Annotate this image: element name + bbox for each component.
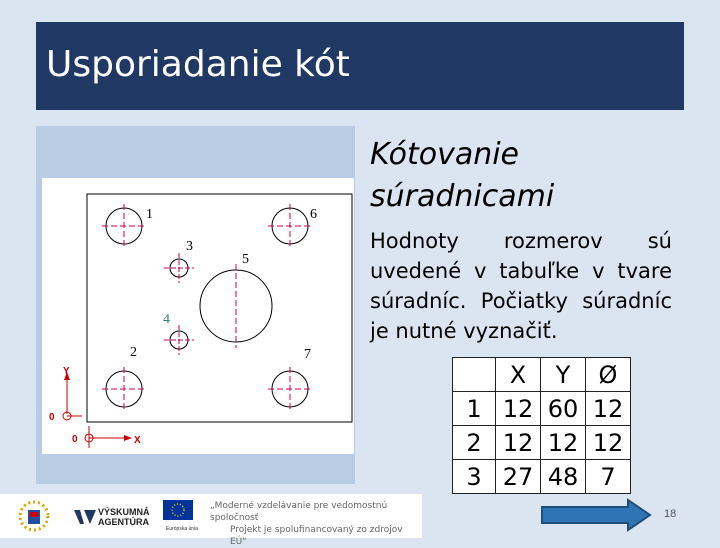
right-arrow-icon <box>540 498 652 532</box>
hole-label-3: 3 <box>186 239 193 254</box>
y-axis-indicator <box>63 372 82 420</box>
table-cell: 7 <box>586 460 631 494</box>
x-axis-label: X <box>134 435 141 446</box>
next-slide-button[interactable] <box>540 498 652 532</box>
hole-6 <box>268 204 312 248</box>
table-header-cell: X <box>496 358 541 392</box>
table-row <box>453 460 631 494</box>
x-axis-indicator <box>85 426 132 448</box>
agency-logo <box>72 498 98 534</box>
table-row <box>453 426 631 460</box>
agency-name: VÝSKUMNÁ AGENTÚRA <box>98 507 150 527</box>
slide-title: Usporiadanie kót <box>46 44 350 85</box>
hole-7 <box>268 367 312 411</box>
ministry-logo <box>14 498 54 534</box>
table-cell: 12 <box>541 426 586 460</box>
hole-label-1: 1 <box>146 207 153 222</box>
hole-label-2: 2 <box>130 345 137 360</box>
table-cell: 12 <box>496 426 541 460</box>
y-origin-label: 0 <box>49 412 55 423</box>
hole-4 <box>164 325 194 355</box>
sub-heading: Kótovanie súradnicami <box>370 137 555 214</box>
y-axis-label: Y <box>63 366 70 377</box>
table-row <box>453 392 631 426</box>
x-origin-label: 0 <box>72 434 78 445</box>
hole-1 <box>102 204 146 248</box>
table-cell: 27 <box>496 460 541 494</box>
table-row-label: 1 <box>453 392 496 426</box>
table-row-label: 2 <box>453 426 496 460</box>
plate-outline <box>87 194 352 422</box>
hole-label-6: 6 <box>310 207 317 222</box>
table-header-row <box>453 358 631 392</box>
table-cell: 60 <box>541 392 586 426</box>
coordinates-table <box>452 357 631 494</box>
body-text: Hodnoty rozmerov sú uvedené v tabuľke v tvare súradníc. Počiatky súradníc je nutné vyznačiť. <box>370 229 672 343</box>
hole-label-4: 4 <box>163 312 170 327</box>
eu-label: Európska únia <box>166 526 198 532</box>
page-number: 18 <box>664 508 677 520</box>
table-cell: 12 <box>586 392 631 426</box>
hole-2 <box>102 367 146 411</box>
title-bar <box>36 22 684 110</box>
table-cell: 12 <box>496 392 541 426</box>
technical-drawing <box>42 178 354 454</box>
table-header-cell: Ø <box>586 358 631 392</box>
footer-project-text: „Moderné vzdelávanie pre vedomostnú spoločnosť Projekt je spolufinancovaný zo zdrojov EÚ" <box>210 501 403 547</box>
table-header-cell: Y <box>541 358 586 392</box>
hole-label-7: 7 <box>304 347 311 362</box>
table-corner-cell <box>453 358 496 392</box>
table-row-label: 3 <box>453 460 496 494</box>
drawing-svg <box>42 178 354 454</box>
footer-logos <box>0 494 422 547</box>
hole-3 <box>164 253 194 283</box>
table-cell: 12 <box>586 426 631 460</box>
hole-label-5: 5 <box>242 252 249 267</box>
table-cell: 48 <box>541 460 586 494</box>
hole-5 <box>200 264 272 348</box>
